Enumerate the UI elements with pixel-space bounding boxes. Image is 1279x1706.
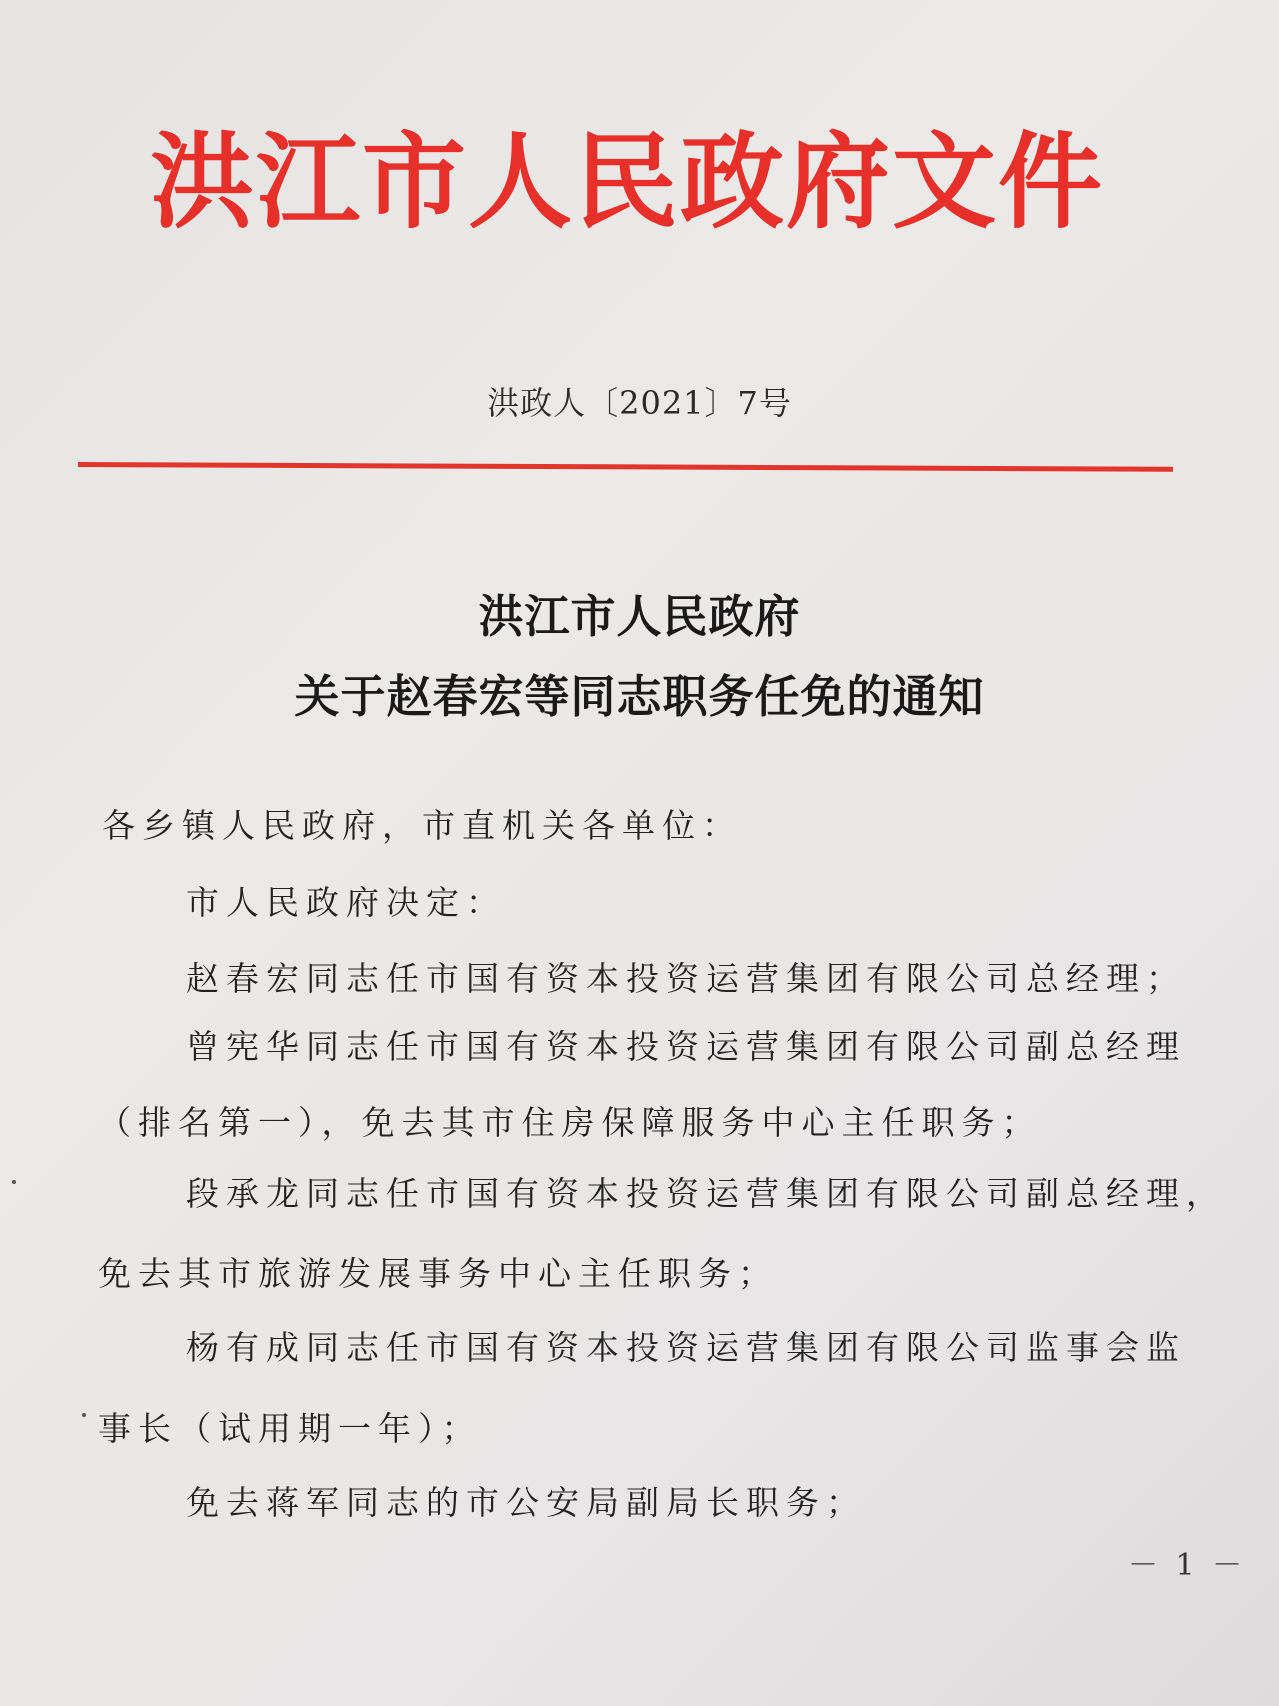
red-divider-line — [78, 462, 1173, 472]
salutation: 各乡镇人民政府，市直机关各单位： — [102, 806, 742, 845]
body-line: 杨有成同志任市国有资本投资运营集团有限公司监事会监 — [186, 1328, 1186, 1367]
body-line: 免去其市旅游发展事务中心主任职务； — [98, 1254, 778, 1293]
page-number: － 1 － — [1128, 1548, 1247, 1583]
body-line: 市人民政府决定： — [186, 883, 506, 922]
document-number: 洪政人〔2021〕7号 — [487, 384, 792, 422]
body-line: 免去蒋军同志的市公安局副局长职务； — [186, 1483, 866, 1522]
paper-speck — [82, 1413, 86, 1417]
document-header-title: 洪江市人民政府文件 — [150, 121, 1105, 243]
body-line: 事长（试用期一年）； — [98, 1409, 482, 1448]
paper-speck — [12, 1180, 16, 1184]
body-line: 赵春宏同志任市国有资本投资运营集团有限公司总经理； — [186, 959, 1186, 998]
body-line: （排名第一），免去其市住房保障服务中心主任职务； — [98, 1103, 1042, 1142]
notice-title-line-2: 关于赵春宏等同志职务任免的通知 — [294, 670, 985, 723]
notice-title-line-1: 洪江市人民政府 — [478, 590, 801, 643]
body-line: 曾宪华同志任市国有资本投资运营集团有限公司副总经理 — [186, 1027, 1186, 1066]
body-line: 段承龙同志任市国有资本投资运营集团有限公司副总经理， — [186, 1174, 1226, 1213]
